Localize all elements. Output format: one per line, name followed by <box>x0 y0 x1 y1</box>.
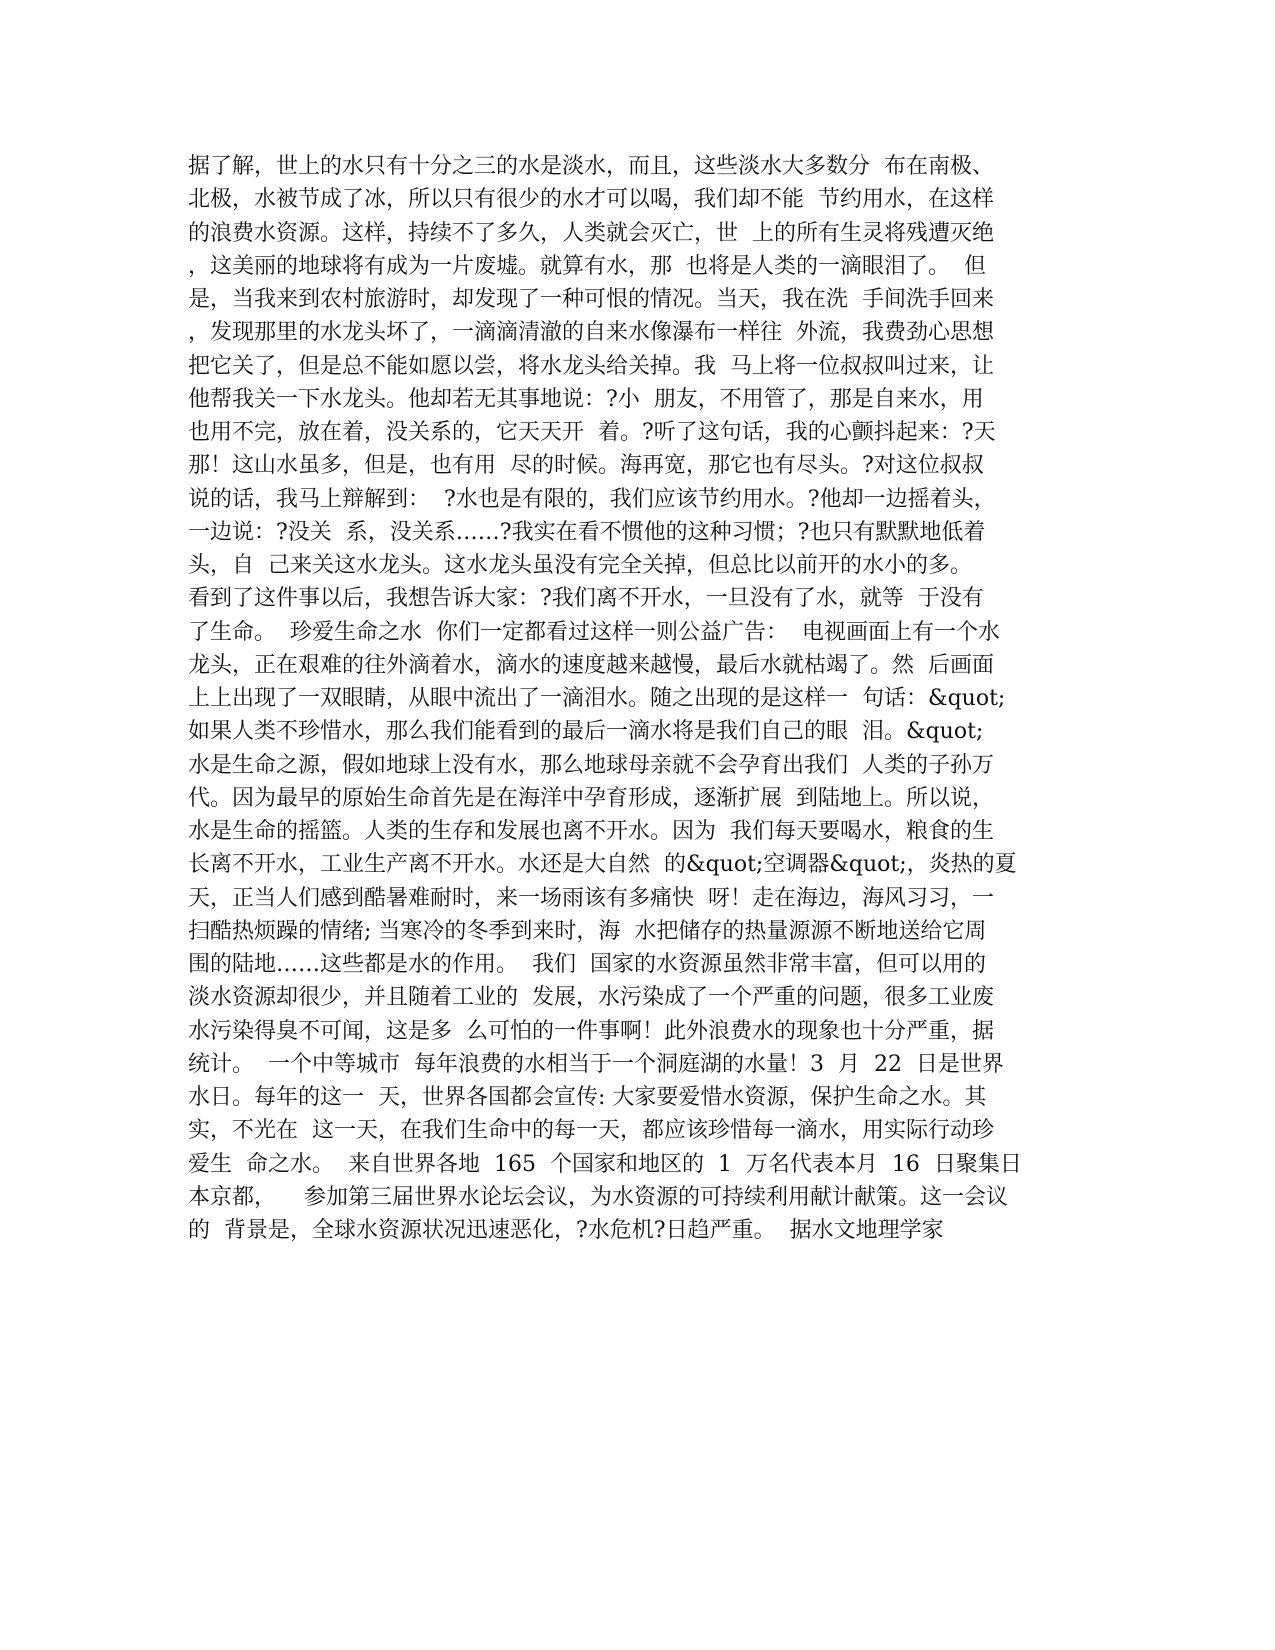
text-line: 扫酷热烦躁的情绪; 当寒冷的冬季到来时，海 水把储存的热量源源不断地送给它周 <box>188 918 987 944</box>
text-line: 本京都， 参加第三届世界水论坛会议，为水资源的可持续利用献计献策。这一会议 <box>188 1184 1008 1210</box>
text-line: 统计。 一个中等城市 每年浪费的水相当于一个洞庭湖的水量！3 月 22 日是世界 <box>188 1051 1004 1077</box>
text-line: 看到了这件事以后，我想告诉大家：?我们离不开水，一旦没有了水，就等 于没有 <box>188 586 984 612</box>
text-line: 上上出现了一双眼睛，从眼中流出了一滴泪水。随之出现的是这样一 句话：&quot; <box>188 686 1006 711</box>
text-line: 水是生命之源，假如地球上没有水，那么地球母亲就不会孕育出我们 人类的子孙万 <box>188 752 994 778</box>
text-line: 那！这山水虽多，但是，也有用 尽的时候。海再宽，那它也有尽头。?对这位叔叔 <box>188 453 984 479</box>
text-line: 龙头，正在艰难的往外滴着水，滴水的速度越来越慢，最后水就枯竭了。然 后画面 <box>188 652 994 678</box>
text-line: 也用不完，放在着，没关系的，它天天开 着。?听了这句话，我的心颤抖起来：?天 <box>188 420 996 445</box>
text-line: 把它关了，但是总不能如愿以尝，将水龙头给关掉。我 马上将一位叔叔叫过来，让 <box>188 353 994 379</box>
text-line: 代。因为最早的原始生命首先是在海洋中孕育形成，逐渐扩展 到陆地上。所以说， <box>188 785 994 811</box>
text-line: 是，当我来到农村旅游时，却发现了一种可恨的情况。当天，我在洗 手间洗手回来 <box>188 287 994 312</box>
text-line: 实，不光在 这一天，在我们生命中的每一天，都应该珍惜每一滴水，用实际行动珍 <box>188 1118 994 1144</box>
text-line: 如果人类不珍惜水，那么我们能看到的最后一滴水将是我们自己的眼 泪。&quot; <box>188 719 984 745</box>
text-line: 北极，水被节成了冰，所以只有很少的水才可以喝，我们却不能 节约用水，在这样 <box>188 187 994 213</box>
text-line: ，发现那里的水龙头坏了，一滴滴清澈的自来水像瀑布一样往 外流，我费劲心思想 <box>188 320 994 346</box>
body-text <box>188 150 1088 1247</box>
text-line: 天，正当人们感到酷暑难耐时，来一场雨该有多痛快 呀！走在海边，海风习习，一 <box>188 885 994 911</box>
text-line: 水日。每年的这一 天，世界各国都会宣传: 大家要爱惜水资源，保护生命之水。其 <box>188 1085 987 1110</box>
text-line: 围的陆地……这些都是水的作用。 我们 国家的水资源虽然非常丰富，但可以用的 <box>188 952 986 977</box>
text-line: 淡水资源却很少，并且随着工业的 发展，水污染成了一个严重的问题，很多工业废 <box>188 985 994 1011</box>
text-line: 他帮我关一下水龙头。他却若无其事地说：?小 朋友，不用管了，那是自来水，用 <box>188 386 984 412</box>
text-line: 了生命。 珍爱生命之水 你们一定都看过这样一则公益广告： 电视画面上有一个水 <box>188 619 1000 645</box>
text-line: 水污染得臭不可闻，这是多 么可怕的一件事啊！此外浪费水的现象也十分严重，据 <box>188 1018 994 1044</box>
text-line: 据了解，世上的水只有十分之三的水是淡水，而且，这些淡水大多数分 布在南极、 <box>188 154 994 179</box>
text-line: 头，自 己来关这水龙头。这水龙头虽没有完全关掉，但总比以前开的水小的多。 <box>188 553 972 578</box>
text-line: 说的话，我马上辩解到： ?水也是有限的，我们应该节约用水。?他却一边摇着头， <box>188 486 996 512</box>
text-line: 长离不开水，工业生产离不开水。水还是大自然 的&quot;空调器&quot;，炎热的夏 <box>188 852 1017 878</box>
text-line: 爱生 命之水。 来自世界各地 165 个国家和地区的 1 万名代表本月 16 日聚集日 <box>188 1151 1022 1177</box>
text-line: 一边说：?没关 系，没关系……?我实在看不惯他的这种习惯；?也只有默默地低着 <box>188 519 986 545</box>
text-line: 的浪费水资源。这样，持续不了多久，人类就会灭亡，世 上的所有生灵将残遭灭绝 <box>188 220 994 246</box>
text-line: 水是生命的摇篮。人类的生存和发展也离不开水。因为 我们每天要喝水，粮食的生 <box>188 819 994 844</box>
text-line: 的 背景是，全球水资源状况迅速恶化，?水危机?日趋严重。 据水文地理学家 <box>188 1218 944 1243</box>
text-line: ，这美丽的地球将有成为一片废墟。就算有水，那 也将是人类的一滴眼泪了。 但 <box>188 253 986 279</box>
